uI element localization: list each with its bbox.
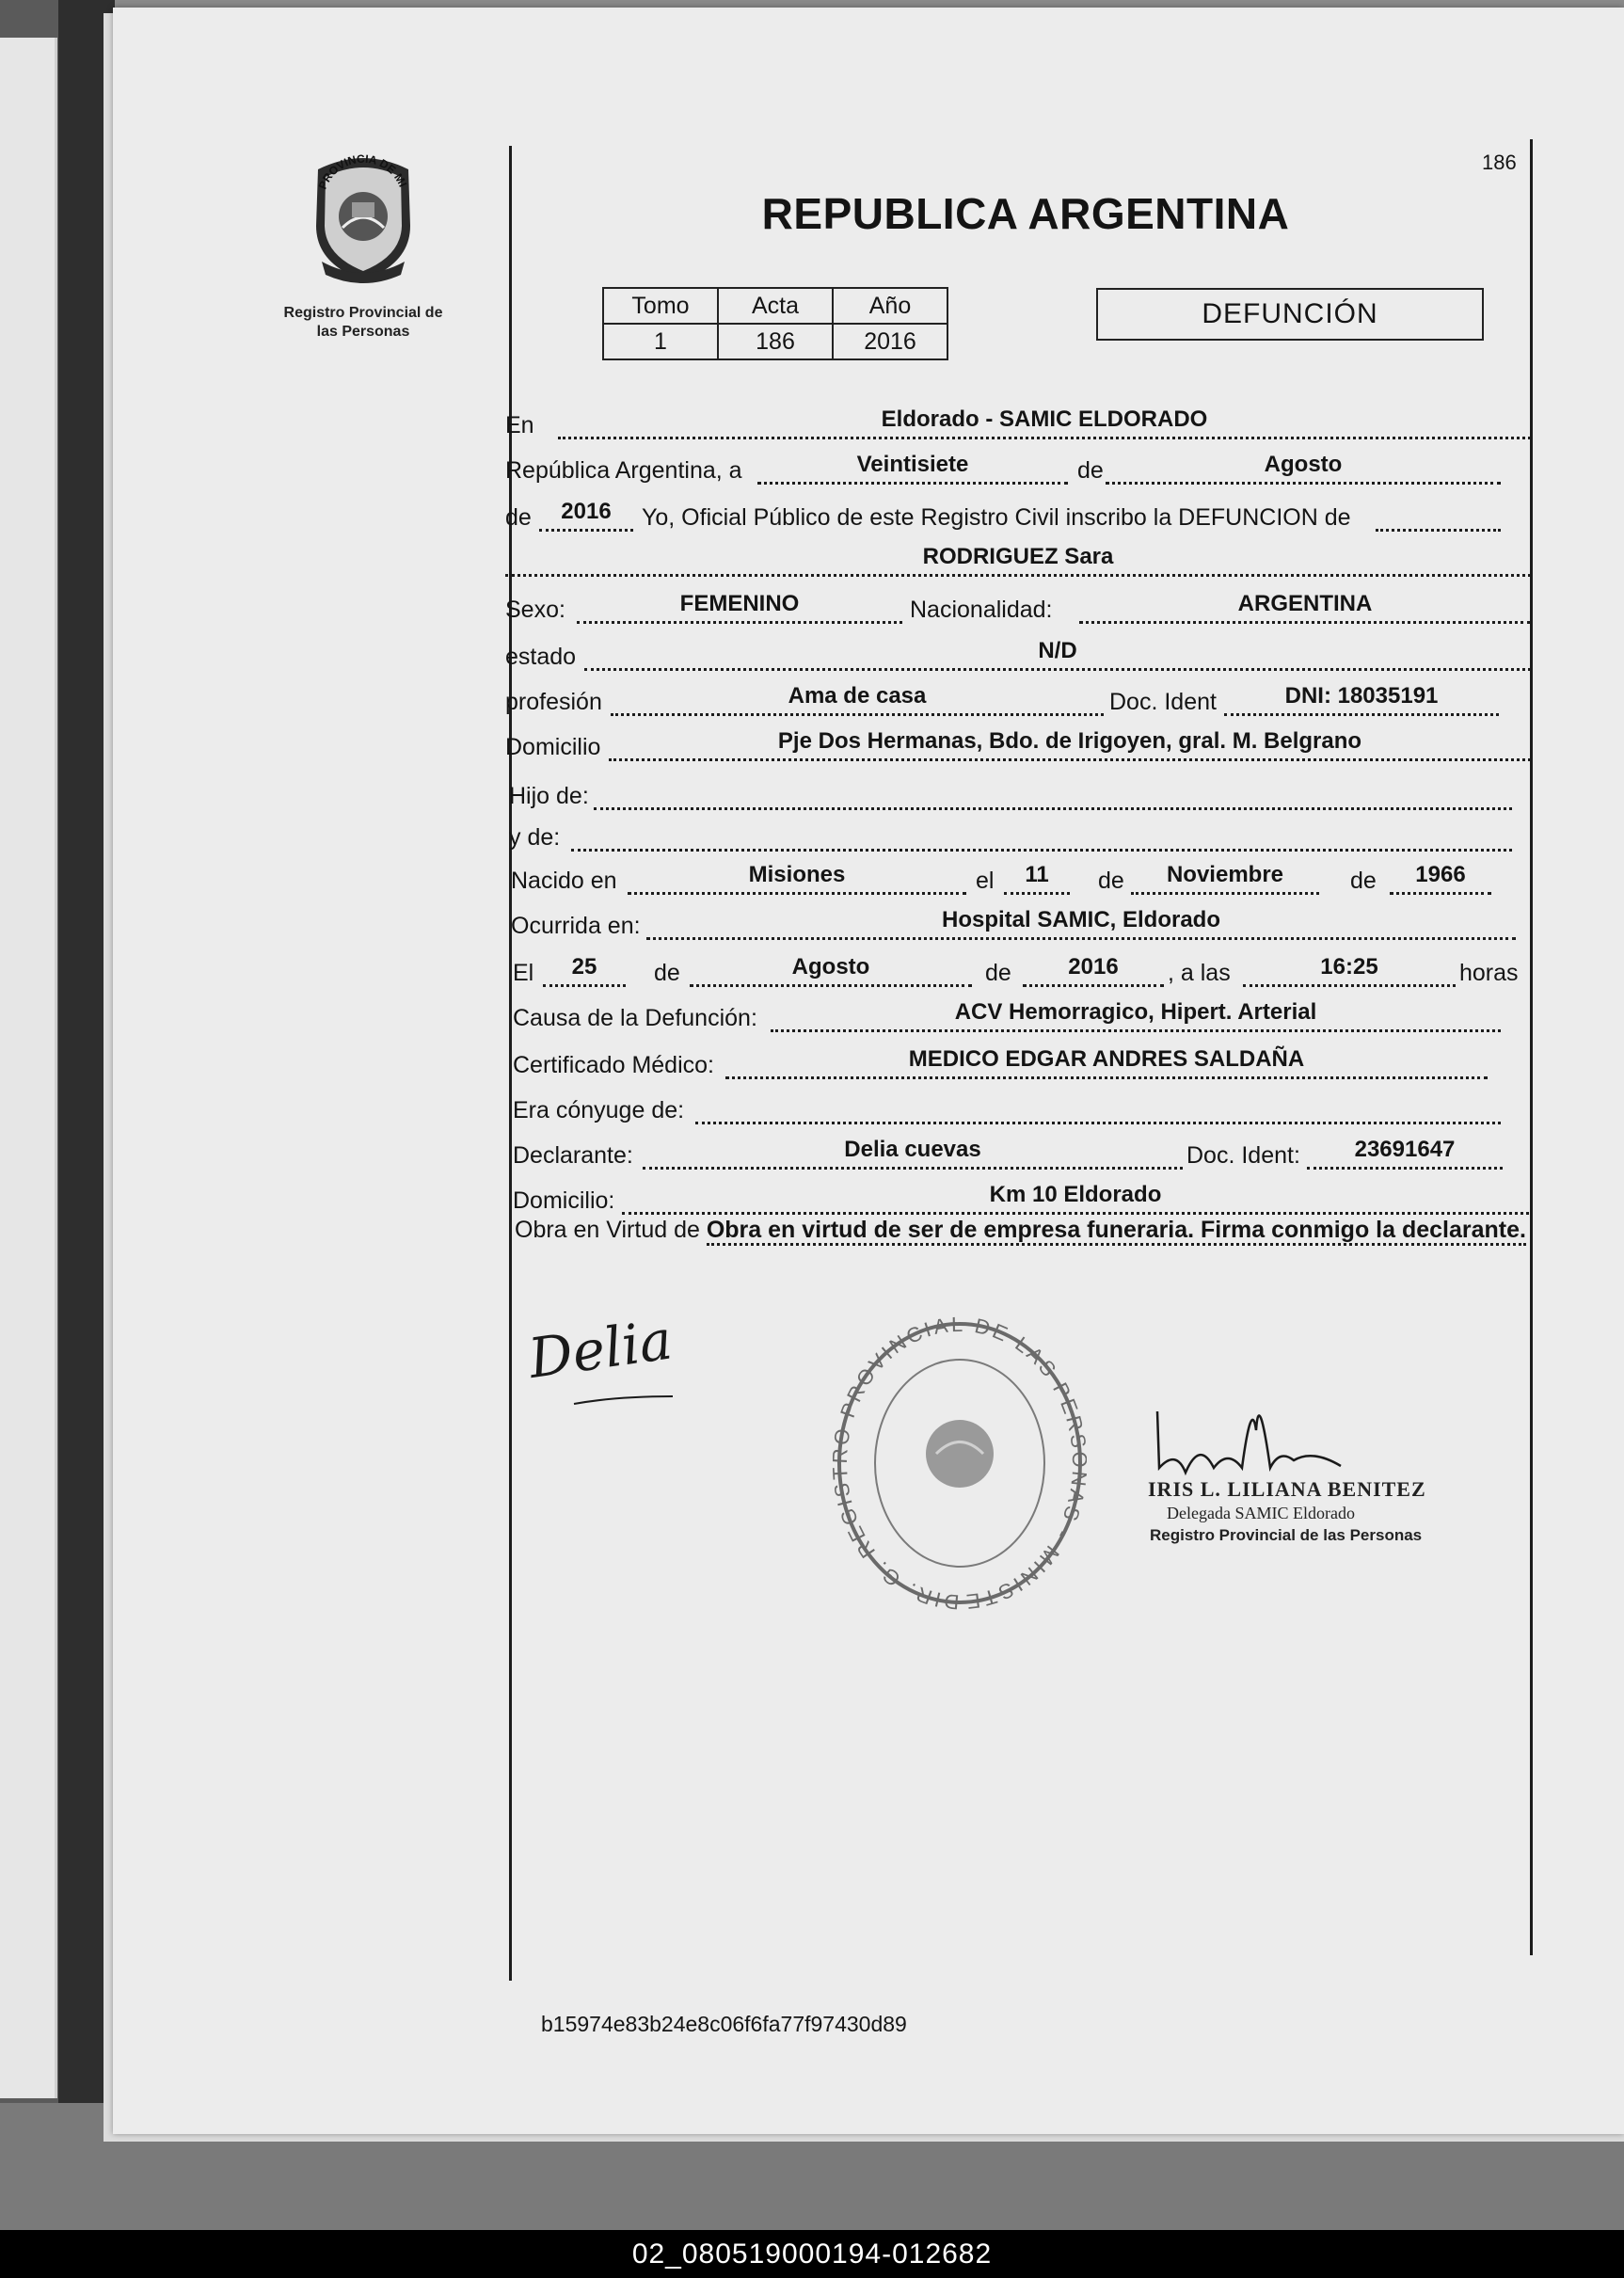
label-doc-ident-declarante: Doc. Ident:	[1186, 1142, 1300, 1169]
field-conyuge	[695, 1091, 1501, 1124]
row-causa	[505, 999, 1534, 1037]
label-y-de: y de:	[509, 824, 561, 851]
field-en: Eldorado - SAMIC ELDORADO	[558, 406, 1531, 439]
misiones-coat-of-arms-icon	[297, 151, 429, 292]
row-nombre	[505, 544, 1534, 581]
field-nombre-fallecido: RODRIGUEZ Sara	[505, 544, 1531, 577]
svg-text:Delia: Delia	[524, 1307, 677, 1392]
field-y-de	[571, 819, 1512, 852]
row-conyuge	[505, 1091, 1534, 1129]
field-estado: N/D	[584, 638, 1531, 671]
field-anio-inscripcion: 2016	[539, 499, 633, 532]
document-hash: b15974e83b24e8c06f6fa77f97430d89	[541, 2012, 907, 2036]
field-dia-inscripcion: Veintisiete	[757, 452, 1068, 485]
record-value-tomo: 1	[603, 324, 718, 359]
label-de: de	[1350, 868, 1377, 894]
row-sexo	[505, 591, 1534, 629]
row-estado	[505, 638, 1534, 676]
folio-number: 186	[1482, 151, 1517, 174]
row-fecha-defuncion	[505, 954, 1534, 992]
label-domicilio-declarante: Domicilio:	[513, 1187, 615, 1214]
act-type-box: DEFUNCIÓN	[1096, 288, 1484, 341]
field-certificado-medico: MEDICO EDGAR ANDRES SALDAÑA	[725, 1046, 1488, 1079]
adjacent-page	[0, 38, 57, 2098]
official-signature-block	[1138, 1393, 1426, 1544]
label-conyuge: Era cónyuge de:	[513, 1097, 685, 1123]
row-certificado	[505, 1046, 1534, 1084]
row-en	[505, 406, 1534, 444]
label-el: El	[513, 960, 534, 986]
label-doc-ident: Doc. Ident	[1109, 689, 1217, 715]
label-de: de	[1098, 868, 1124, 894]
field-dia-defuncion: 25	[543, 954, 626, 987]
record-header-tomo: Tomo	[603, 288, 718, 324]
field-doc-ident: DNI: 18035191	[1224, 683, 1499, 716]
label-ocurrida-en: Ocurrida en:	[511, 913, 641, 939]
label-sexo: Sexo:	[505, 597, 565, 623]
field-lugar-nacimiento: Misiones	[628, 862, 966, 895]
svg-text:PROVINCIA DE MISIONES: PROVINCIA DE MI	[315, 151, 410, 192]
label-nacido-en: Nacido en	[511, 868, 617, 894]
row-obra	[515, 1212, 1529, 1248]
field-sexo: FEMENINO	[577, 591, 902, 624]
field-mes-defuncion: Agosto	[690, 954, 972, 987]
page-title: REPUBLICA ARGENTINA	[761, 189, 1290, 238]
field-mes-inscripcion: Agosto	[1106, 452, 1501, 485]
field-dia-nacimiento: 11	[1004, 862, 1070, 895]
field-domicilio: Pje Dos Hermanas, Bdo. de Irigoyen, gral. M. Belgrano	[609, 728, 1531, 761]
field-profesion: Ama de casa	[611, 683, 1104, 716]
label-en: En	[505, 412, 534, 438]
label-de: de	[985, 960, 1011, 986]
registry-caption-line2: las Personas	[316, 324, 410, 340]
registry-logo	[222, 151, 504, 342]
field-anio-nacimiento: 1966	[1390, 862, 1491, 895]
label-hijo-de: Hijo de:	[509, 783, 589, 809]
official-role: Delegada SAMIC Eldorado	[1167, 1504, 1355, 1522]
field-obra: Obra en virtud de ser de empresa funeraria. Firma conmigo la declarante.	[707, 1217, 1526, 1246]
official-registry: Registro Provincial de las Personas	[1150, 1526, 1423, 1544]
field-lugar-defuncion: Hospital SAMIC, Eldorado	[646, 907, 1516, 940]
label-domicilio: Domicilio	[505, 734, 601, 760]
official-stamp	[833, 1313, 1087, 1618]
label-estado: estado	[505, 644, 577, 670]
field-hijo-de	[594, 777, 1512, 810]
label-a-las: , a las	[1168, 960, 1231, 986]
row-y-de	[505, 819, 1534, 856]
svg-text:DIR. G. REGISTRO PROVINCIAL DE: DIR. G. REGI PROVINCIAL DE LAS PER AS - MINISTE	[833, 1313, 1087, 1614]
label-profesion: profesión	[505, 689, 602, 715]
record-header-acta: Acta	[718, 288, 833, 324]
footer-id: 02_080519000194-012682	[631, 2238, 993, 2270]
row-fecha	[505, 452, 1534, 489]
label-de: de	[654, 960, 680, 986]
row-profesion	[505, 683, 1534, 721]
record-value-anio: 2016	[833, 324, 947, 359]
record-header-anio: Año	[833, 288, 947, 324]
label-de: de	[505, 504, 532, 531]
label-horas: horas	[1459, 960, 1519, 986]
field-hora-defuncion: 16:25	[1243, 954, 1456, 987]
row-hijo-de	[505, 777, 1534, 815]
row-domicilio	[505, 728, 1534, 766]
row-anio	[505, 499, 1534, 536]
label-republica: República Argentina, a	[505, 457, 742, 484]
label-nacionalidad: Nacionalidad:	[910, 597, 1053, 623]
field-causa-defuncion: ACV Hemorragico, Hipert. Arterial	[771, 999, 1501, 1032]
label-obra: Obra en Virtud de	[515, 1217, 700, 1243]
inscription-statement: Yo, Oficial Público de este Registro Civil inscribo la DEFUNCION de	[642, 504, 1351, 531]
record-value-acta: 186	[718, 324, 833, 359]
field-doc-ident-declarante: 23691647	[1307, 1137, 1503, 1170]
label-de: de	[1077, 457, 1104, 484]
label-declarante: Declarante:	[513, 1142, 633, 1169]
registry-caption-line1: Registro Provincial de	[283, 305, 443, 321]
field-domicilio-declarante: Km 10 Eldorado	[622, 1182, 1529, 1215]
row-declarante	[505, 1137, 1534, 1174]
label-el: el	[976, 868, 995, 894]
footer-id-bar	[0, 2230, 1624, 2278]
field-mes-nacimiento: Noviembre	[1131, 862, 1319, 895]
label-causa: Causa de la Defunción:	[513, 1005, 757, 1031]
declarante-signature	[522, 1298, 692, 1416]
row-ocurrida	[505, 907, 1534, 945]
field-blank	[1376, 499, 1501, 532]
row-nacido	[505, 862, 1534, 900]
official-name: IRIS L. LILIANA BENITEZ	[1148, 1477, 1426, 1501]
field-nacionalidad: ARGENTINA	[1079, 591, 1531, 624]
label-certificado: Certificado Médico:	[513, 1052, 714, 1078]
record-table	[602, 287, 948, 360]
field-anio-defuncion: 2016	[1023, 954, 1164, 987]
field-declarante: Delia cuevas	[643, 1137, 1183, 1170]
